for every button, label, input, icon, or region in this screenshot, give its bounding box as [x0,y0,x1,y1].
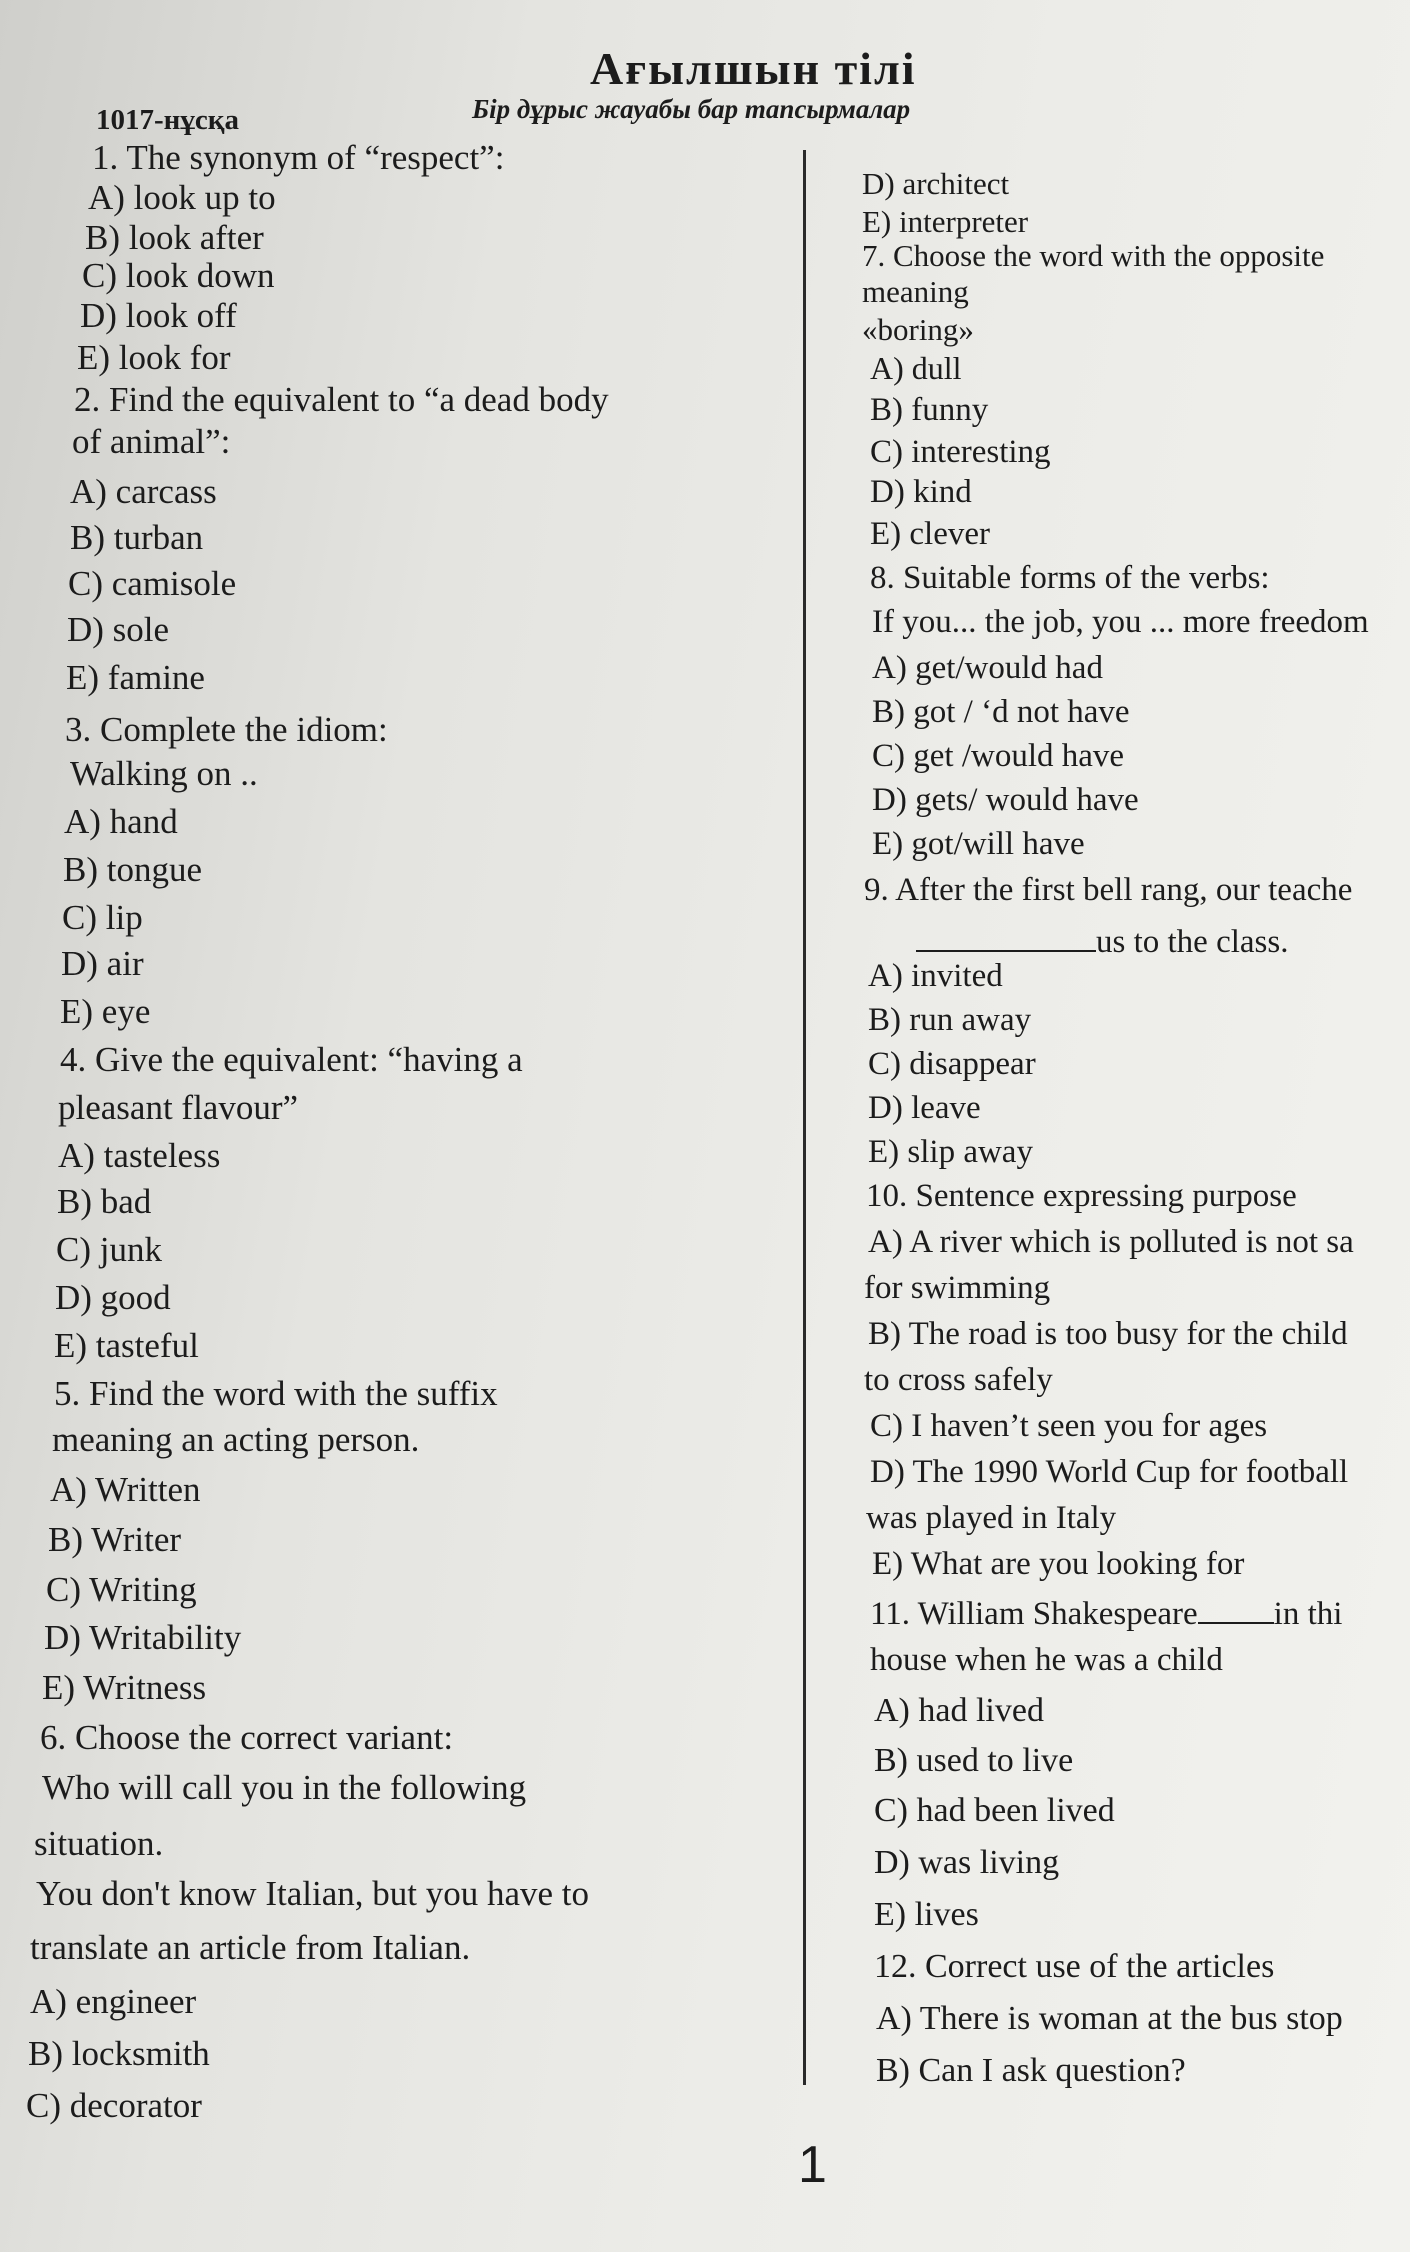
question-11-option-e[interactable]: E) lives [874,1896,979,1933]
question-2-option-c[interactable]: C) camisole [68,564,237,603]
question-4-stem-line1: 4. Give the equivalent: “having a [60,1040,523,1079]
question-9-option-e[interactable]: E) slip away [868,1134,1033,1170]
question-1-option-a[interactable]: A) look up to [88,178,276,217]
question-4-option-a[interactable]: A) tasteless [58,1136,221,1175]
question-3-option-b[interactable]: B) tongue [63,850,203,889]
question-6-stem-line2: Who will call you in the following [42,1768,527,1807]
question-10-option-d-cont: was played in Italy [866,1500,1117,1536]
question-6-stem-line3: situation. [34,1824,164,1863]
question-8-option-a[interactable]: A) get/would had [872,650,1103,686]
question-2-option-b[interactable]: B) turban [70,518,204,557]
question-10-option-d[interactable]: D) The 1990 World Cup for football [870,1454,1349,1490]
question-9-stem-text: us to the class. [1096,924,1289,960]
question-2-stem-line1: 2. Find the equivalent to “a dead body [74,380,609,419]
question-6-option-c[interactable]: C) decorator [26,2086,202,2125]
question-7-stem-line3: «boring» [862,312,974,347]
question-7-option-c[interactable]: C) interesting [870,434,1051,470]
question-12-option-a[interactable]: A) There is woman at the bus stop [876,2000,1343,2037]
question-8-option-c[interactable]: C) get /would have [872,738,1125,774]
question-3-stem-line1: 3. Complete the idiom: [65,710,388,749]
question-4-option-d[interactable]: D) good [55,1278,171,1317]
question-6-option-b[interactable]: B) locksmith [28,2034,210,2073]
right-column [862,0,1410,2252]
question-1-option-d[interactable]: D) look off [80,296,237,335]
question-8-option-e[interactable]: E) got/will have [872,826,1085,862]
answer-blank [1198,1596,1274,1624]
question-4-option-c[interactable]: C) junk [56,1230,162,1269]
question-7-option-a[interactable]: A) dull [870,350,962,386]
question-12-option-b[interactable]: B) Can I ask question? [876,2052,1186,2089]
question-8-stem-line1: 8. Suitable forms of the verbs: [870,560,1270,596]
question-7-option-e[interactable]: E) clever [870,516,990,552]
question-3-option-d[interactable]: D) air [61,944,144,983]
question-8-option-d[interactable]: D) gets/ would have [872,782,1139,818]
question-3-option-c[interactable]: C) lip [62,898,143,937]
question-1-option-b[interactable]: B) look after [85,218,264,257]
question-1-option-c[interactable]: C) look down [82,256,275,295]
question-3-stem-line2: Walking on .. [70,754,258,793]
question-3-option-e[interactable]: E) eye [60,992,151,1031]
question-10-option-e[interactable]: E) What are you looking for [872,1546,1245,1582]
question-1-stem: 1. The synonym of “respect”: [92,138,505,177]
question-9-stem-line2 [916,920,1288,959]
question-5-option-e[interactable]: E) Writness [42,1668,207,1707]
question-6-stem-line4: You don't know Italian, but you have to [36,1874,589,1913]
page-title: Ағылшын тілі [590,43,917,94]
answer-blank [916,920,1096,952]
question-2-option-e[interactable]: E) famine [66,658,205,697]
question-5-stem-line2: meaning an acting person. [52,1420,420,1459]
question-11-option-d[interactable]: D) was living [874,1844,1060,1881]
question-11-option-b[interactable]: B) used to live [874,1742,1074,1779]
question-5-option-d[interactable]: D) Writability [44,1618,242,1657]
question-8-stem-line2: If you... the job, you ... more freedom [872,604,1369,640]
question-6-stem-line1: 6. Choose the correct variant: [40,1718,454,1757]
question-4-option-b[interactable]: B) bad [57,1182,152,1221]
question-11-stem-text: 11. William Shakespeare [870,1596,1198,1632]
question-11-option-c[interactable]: C) had been lived [874,1792,1115,1829]
question-4-stem-line2: pleasant flavour” [58,1088,299,1127]
question-6-option-a[interactable]: A) engineer [30,1982,197,2021]
question-12-stem: 12. Correct use of the articles [874,1948,1275,1985]
question-9-option-c[interactable]: C) disappear [868,1046,1036,1082]
question-7-stem-line2: meaning [862,274,969,309]
question-2-stem-line2: of animal”: [72,422,231,461]
question-9-stem-line1: 9. After the first bell rang, our teache [864,872,1353,908]
question-4-option-e[interactable]: E) tasteful [54,1326,199,1365]
question-7-option-d[interactable]: D) kind [870,474,972,510]
question-8-option-b[interactable]: B) got / ‘d not have [872,694,1130,730]
question-6-option-e[interactable]: E) interpreter [862,204,1029,239]
question-10-option-c[interactable]: C) I haven’t seen you for ages [870,1408,1268,1444]
question-11-stem-text-end: in thi [1273,1596,1343,1632]
question-10-option-a[interactable]: A) A river which is polluted is not sa [868,1224,1354,1260]
section-subtitle: Бір дұрыс жауабы бар тапсырмалар [472,94,911,124]
question-1-option-e[interactable]: E) look for [77,338,231,377]
question-10-option-a-cont: for swimming [864,1270,1051,1306]
question-7-option-b[interactable]: B) funny [870,392,989,428]
question-5-option-a[interactable]: A) Written [50,1470,201,1509]
question-10-option-b[interactable]: B) The road is too busy for the child [868,1316,1348,1352]
question-11-stem-line1 [870,1596,1342,1631]
question-3-option-a[interactable]: A) hand [64,802,178,841]
question-5-option-b[interactable]: B) Writer [48,1520,182,1559]
question-5-stem-line1: 5. Find the word with the suffix [54,1374,498,1413]
question-9-option-a[interactable]: A) invited [868,958,1003,994]
question-2-option-a[interactable]: A) carcass [70,472,217,511]
question-9-option-b[interactable]: B) run away [868,1002,1032,1038]
variant-label: 1017-нұсқа [96,104,239,136]
page-number: 1 [798,2136,827,2194]
question-6-option-d[interactable]: D) architect [862,166,1010,201]
question-7-stem-line1: 7. Choose the word with the opposite [862,238,1325,273]
question-9-option-d[interactable]: D) leave [868,1090,981,1126]
question-11-option-a[interactable]: A) had lived [874,1692,1044,1729]
question-10-stem: 10. Sentence expressing purpose [866,1178,1297,1214]
question-2-option-d[interactable]: D) sole [67,610,170,649]
column-divider [803,150,806,2085]
question-11-stem-line2: house when he was a child [870,1642,1223,1678]
question-5-option-c[interactable]: C) Writing [46,1570,197,1609]
question-6-stem-line5: translate an article from Italian. [30,1928,471,1967]
question-10-option-b-cont: to cross safely [864,1362,1053,1398]
